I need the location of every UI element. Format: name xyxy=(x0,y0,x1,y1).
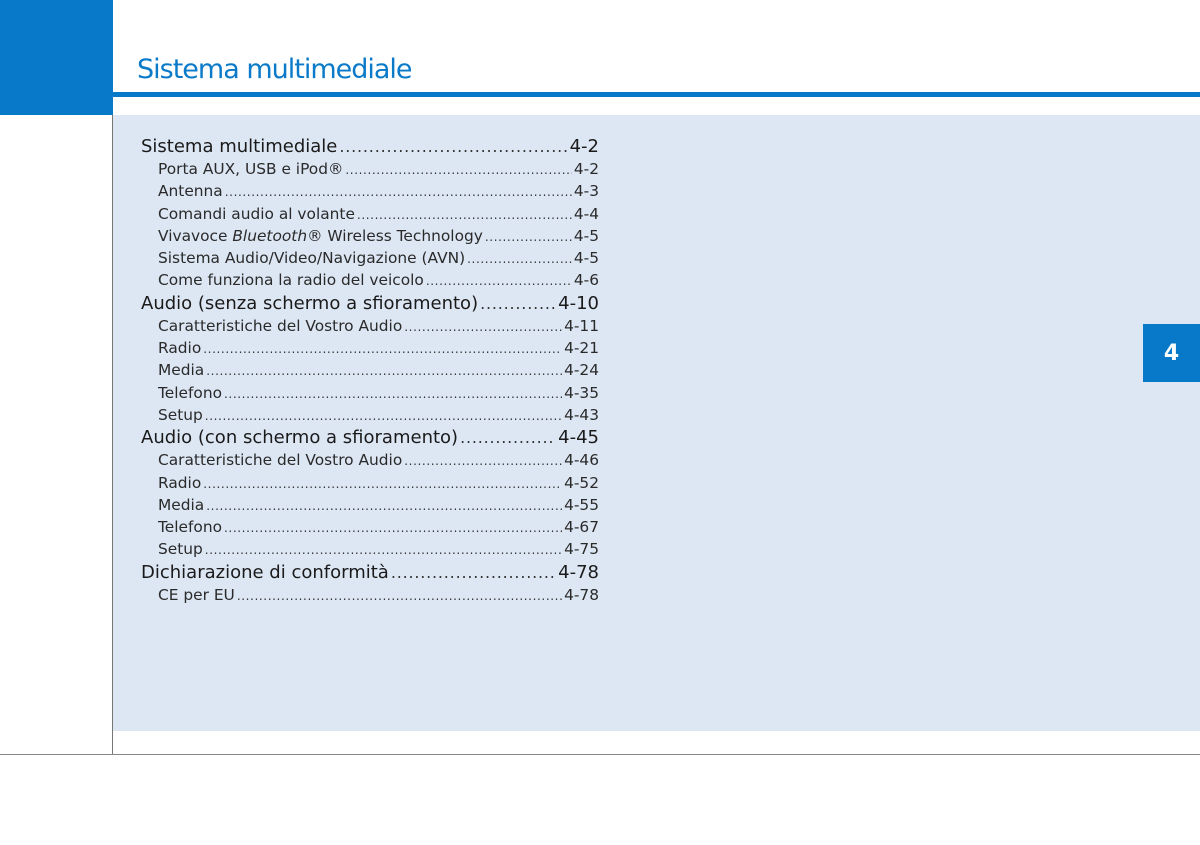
toc-subsection-entry[interactable] xyxy=(141,404,599,426)
toc-dot-leader xyxy=(404,450,562,472)
toc-page-number: 4-2 xyxy=(569,136,599,157)
toc-entry-label-italic: Bluetooth xyxy=(232,226,308,245)
toc-page-number: 4-11 xyxy=(564,316,599,335)
margin-rule-vertical xyxy=(112,115,113,755)
toc-page-number: 4-3 xyxy=(573,182,599,201)
toc-page-number: 4-52 xyxy=(564,473,599,492)
page-title: Sistema multimediale xyxy=(137,54,412,85)
footer-rule xyxy=(0,754,1200,755)
toc-entry-label: Telefono xyxy=(158,383,223,402)
toc-entry-label xyxy=(158,225,483,247)
toc-page-number: 4-5 xyxy=(573,249,599,268)
toc-entry-label: Sistema multimediale xyxy=(141,136,338,157)
toc-subsection-entry[interactable] xyxy=(141,225,599,247)
toc-page-number: 4-55 xyxy=(564,495,599,514)
toc-page-number: 4-67 xyxy=(564,518,599,537)
toc-subsection-entry[interactable] xyxy=(141,449,599,471)
toc-page-number: 4-45 xyxy=(558,427,599,449)
toc-dot-leader xyxy=(203,338,562,360)
toc-subsection-entry[interactable] xyxy=(141,494,599,516)
toc-dot-leader xyxy=(480,292,556,315)
toc-page-number: 4-24 xyxy=(564,361,599,380)
toc-dot-leader xyxy=(339,136,567,158)
toc-subsection-entry[interactable] xyxy=(141,472,599,494)
toc-entry-label: Dichiarazione di conformità xyxy=(141,561,389,583)
toc-entry-label: Setup xyxy=(158,405,203,424)
toc-dot-leader xyxy=(404,316,562,338)
title-underline xyxy=(113,92,1200,97)
toc-dot-leader xyxy=(224,383,562,405)
toc-entry-label: Telefono xyxy=(158,518,223,537)
chapter-tab[interactable]: 4 xyxy=(1143,324,1200,382)
toc-entry-label: CE per EU xyxy=(158,585,235,604)
toc-entry-label: Radio xyxy=(158,473,202,492)
toc-page-number: 4-78 xyxy=(564,585,599,604)
toc-subsection-entry[interactable] xyxy=(141,538,599,560)
table-of-contents xyxy=(141,136,599,606)
toc-page-number: 4-78 xyxy=(558,561,599,583)
toc-entry-label: Comandi audio al volante xyxy=(158,204,355,223)
toc-dot-leader xyxy=(205,539,562,561)
toc-dot-leader xyxy=(225,181,572,203)
toc-entry-label: Caratteristiche del Vostro Audio xyxy=(158,316,403,335)
toc-page-number: 4-43 xyxy=(564,405,599,424)
toc-entry-label: Come funziona la radio del veicolo xyxy=(158,271,424,290)
toc-entry-label: Media xyxy=(158,361,205,380)
toc-section-entry[interactable] xyxy=(141,561,599,584)
toc-entry-label: Setup xyxy=(158,540,203,559)
toc-entry-label: Radio xyxy=(158,339,202,358)
toc-section-entry[interactable] xyxy=(141,136,599,158)
toc-entry-label: Antenna xyxy=(158,182,223,201)
toc-dot-leader xyxy=(426,270,572,292)
toc-section-entry[interactable] xyxy=(141,426,599,449)
toc-dot-leader xyxy=(224,517,562,539)
toc-entry-label-part: ® Wireless Technology xyxy=(307,226,483,245)
toc-entry-label: Media xyxy=(158,495,205,514)
toc-page-number: 4-6 xyxy=(573,271,599,290)
toc-dot-leader xyxy=(460,426,556,449)
toc-page-number: 4-75 xyxy=(564,540,599,559)
toc-entry-label: Audio (senza schermo a sfioramento) xyxy=(141,292,479,314)
toc-section-entry[interactable] xyxy=(141,292,599,315)
toc-dot-leader xyxy=(357,204,572,226)
toc-dot-leader xyxy=(391,561,556,584)
toc-subsection-entry[interactable] xyxy=(141,180,599,202)
toc-entry-label-part: Vivavoce xyxy=(158,226,233,245)
toc-subsection-entry[interactable] xyxy=(141,382,599,404)
toc-dot-leader xyxy=(203,473,562,495)
toc-entry-label: Sistema Audio/Video/Navigazione (AVN) xyxy=(158,249,466,268)
toc-subsection-entry[interactable] xyxy=(141,247,599,269)
toc-subsection-entry[interactable] xyxy=(141,516,599,538)
toc-page-number: 4-46 xyxy=(564,451,599,470)
toc-page-number: 4-5 xyxy=(573,226,599,245)
toc-subsection-entry[interactable] xyxy=(141,203,599,225)
toc-dot-leader xyxy=(206,360,562,382)
toc-dot-leader xyxy=(206,495,562,517)
toc-page-number: 4-21 xyxy=(564,339,599,358)
toc-dot-leader xyxy=(485,226,572,248)
toc-subsection-entry[interactable] xyxy=(141,158,599,180)
corner-color-block xyxy=(0,0,113,115)
toc-page-number: 4-10 xyxy=(558,292,599,314)
toc-subsection-entry[interactable] xyxy=(141,337,599,359)
toc-subsection-entry[interactable] xyxy=(141,359,599,381)
toc-dot-leader xyxy=(467,248,572,270)
toc-dot-leader xyxy=(237,585,562,607)
toc-subsection-entry[interactable] xyxy=(141,269,599,291)
toc-subsection-entry[interactable] xyxy=(141,584,599,606)
toc-entry-label: Porta AUX, USB e iPod® xyxy=(158,160,344,178)
toc-page-number: 4-2 xyxy=(573,160,599,178)
toc-subsection-entry[interactable] xyxy=(141,315,599,337)
toc-page-number: 4-35 xyxy=(564,383,599,402)
toc-page-number: 4-4 xyxy=(573,204,599,223)
toc-entry-label: Caratteristiche del Vostro Audio xyxy=(158,451,403,470)
toc-dot-leader xyxy=(345,159,571,181)
toc-dot-leader xyxy=(205,405,562,427)
toc-entry-label: Audio (con schermo a sfioramento) xyxy=(141,427,459,449)
